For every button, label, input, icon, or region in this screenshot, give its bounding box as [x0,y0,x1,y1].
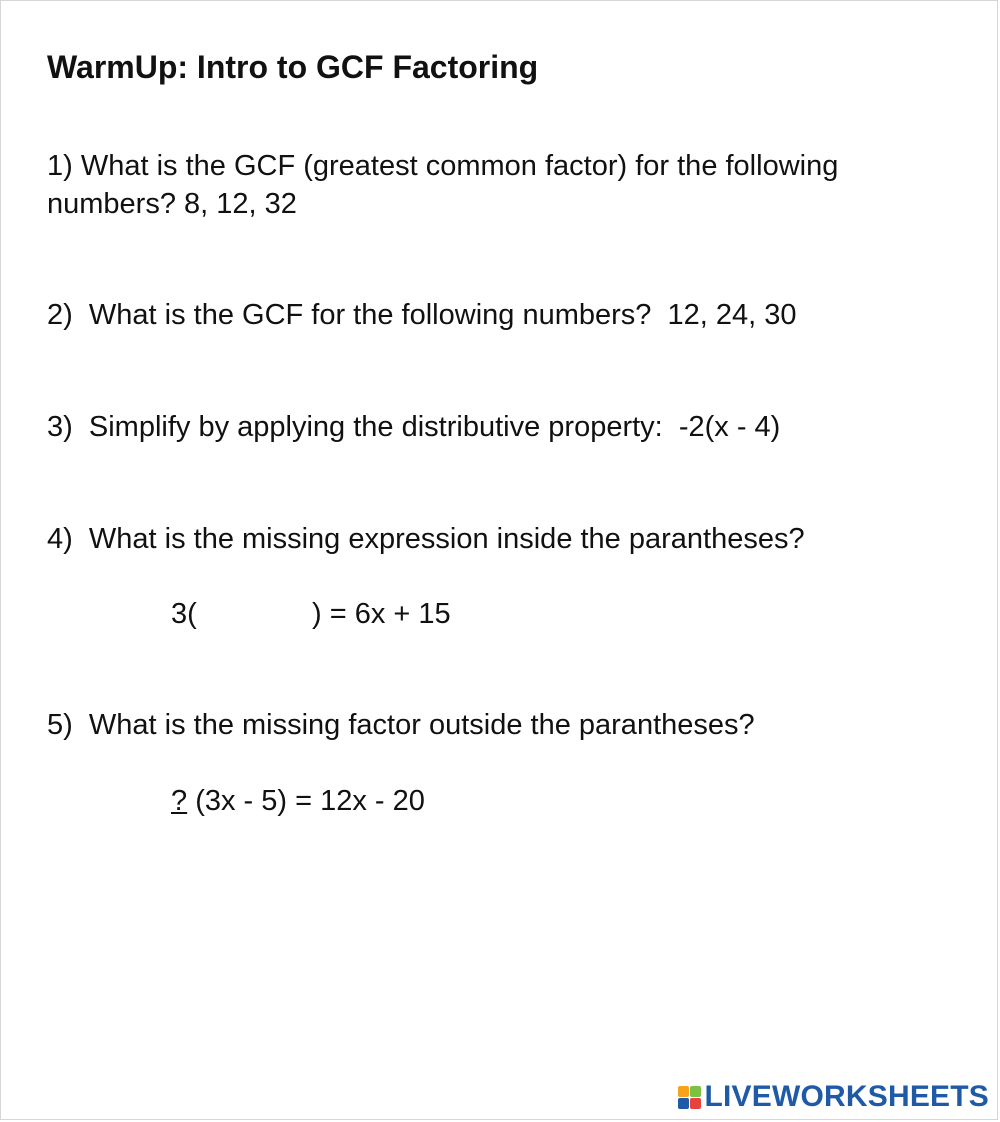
liveworksheets-brand [678,1081,990,1113]
logo-square [678,1098,689,1109]
brand-text: LIVEWORKSHEETS [704,1080,989,1113]
question-4-equation-left: 3( [171,598,197,630]
logo-square [690,1086,701,1097]
question-4: 4) What is the missing expression inside the parantheses? [47,523,805,555]
question-4-equation-right: ) = 6x + 15 [312,598,451,630]
question-5-blank: ? [171,785,188,817]
logo-square [690,1098,701,1109]
question-5: 5) What is the missing factor outside the parantheses? [47,709,755,741]
question-5-equation [171,782,425,820]
question-1: 1) What is the GCF (greatest common factor) for the following numbers? 8, 12, 32 [47,150,839,220]
logo-square [678,1086,689,1097]
liveworksheets-logo-icon [678,1086,701,1109]
question-3: 3) Simplify by applying the distributive property: -2(x - 4) [47,411,781,443]
question-2: 2) What is the GCF for the following numbers? 12, 24, 30 [47,299,797,331]
question-5-equation-rest: (3x - 5) = 12x - 20 [187,785,425,817]
worksheet-title: WarmUp: Intro to GCF Factoring [47,49,539,85]
